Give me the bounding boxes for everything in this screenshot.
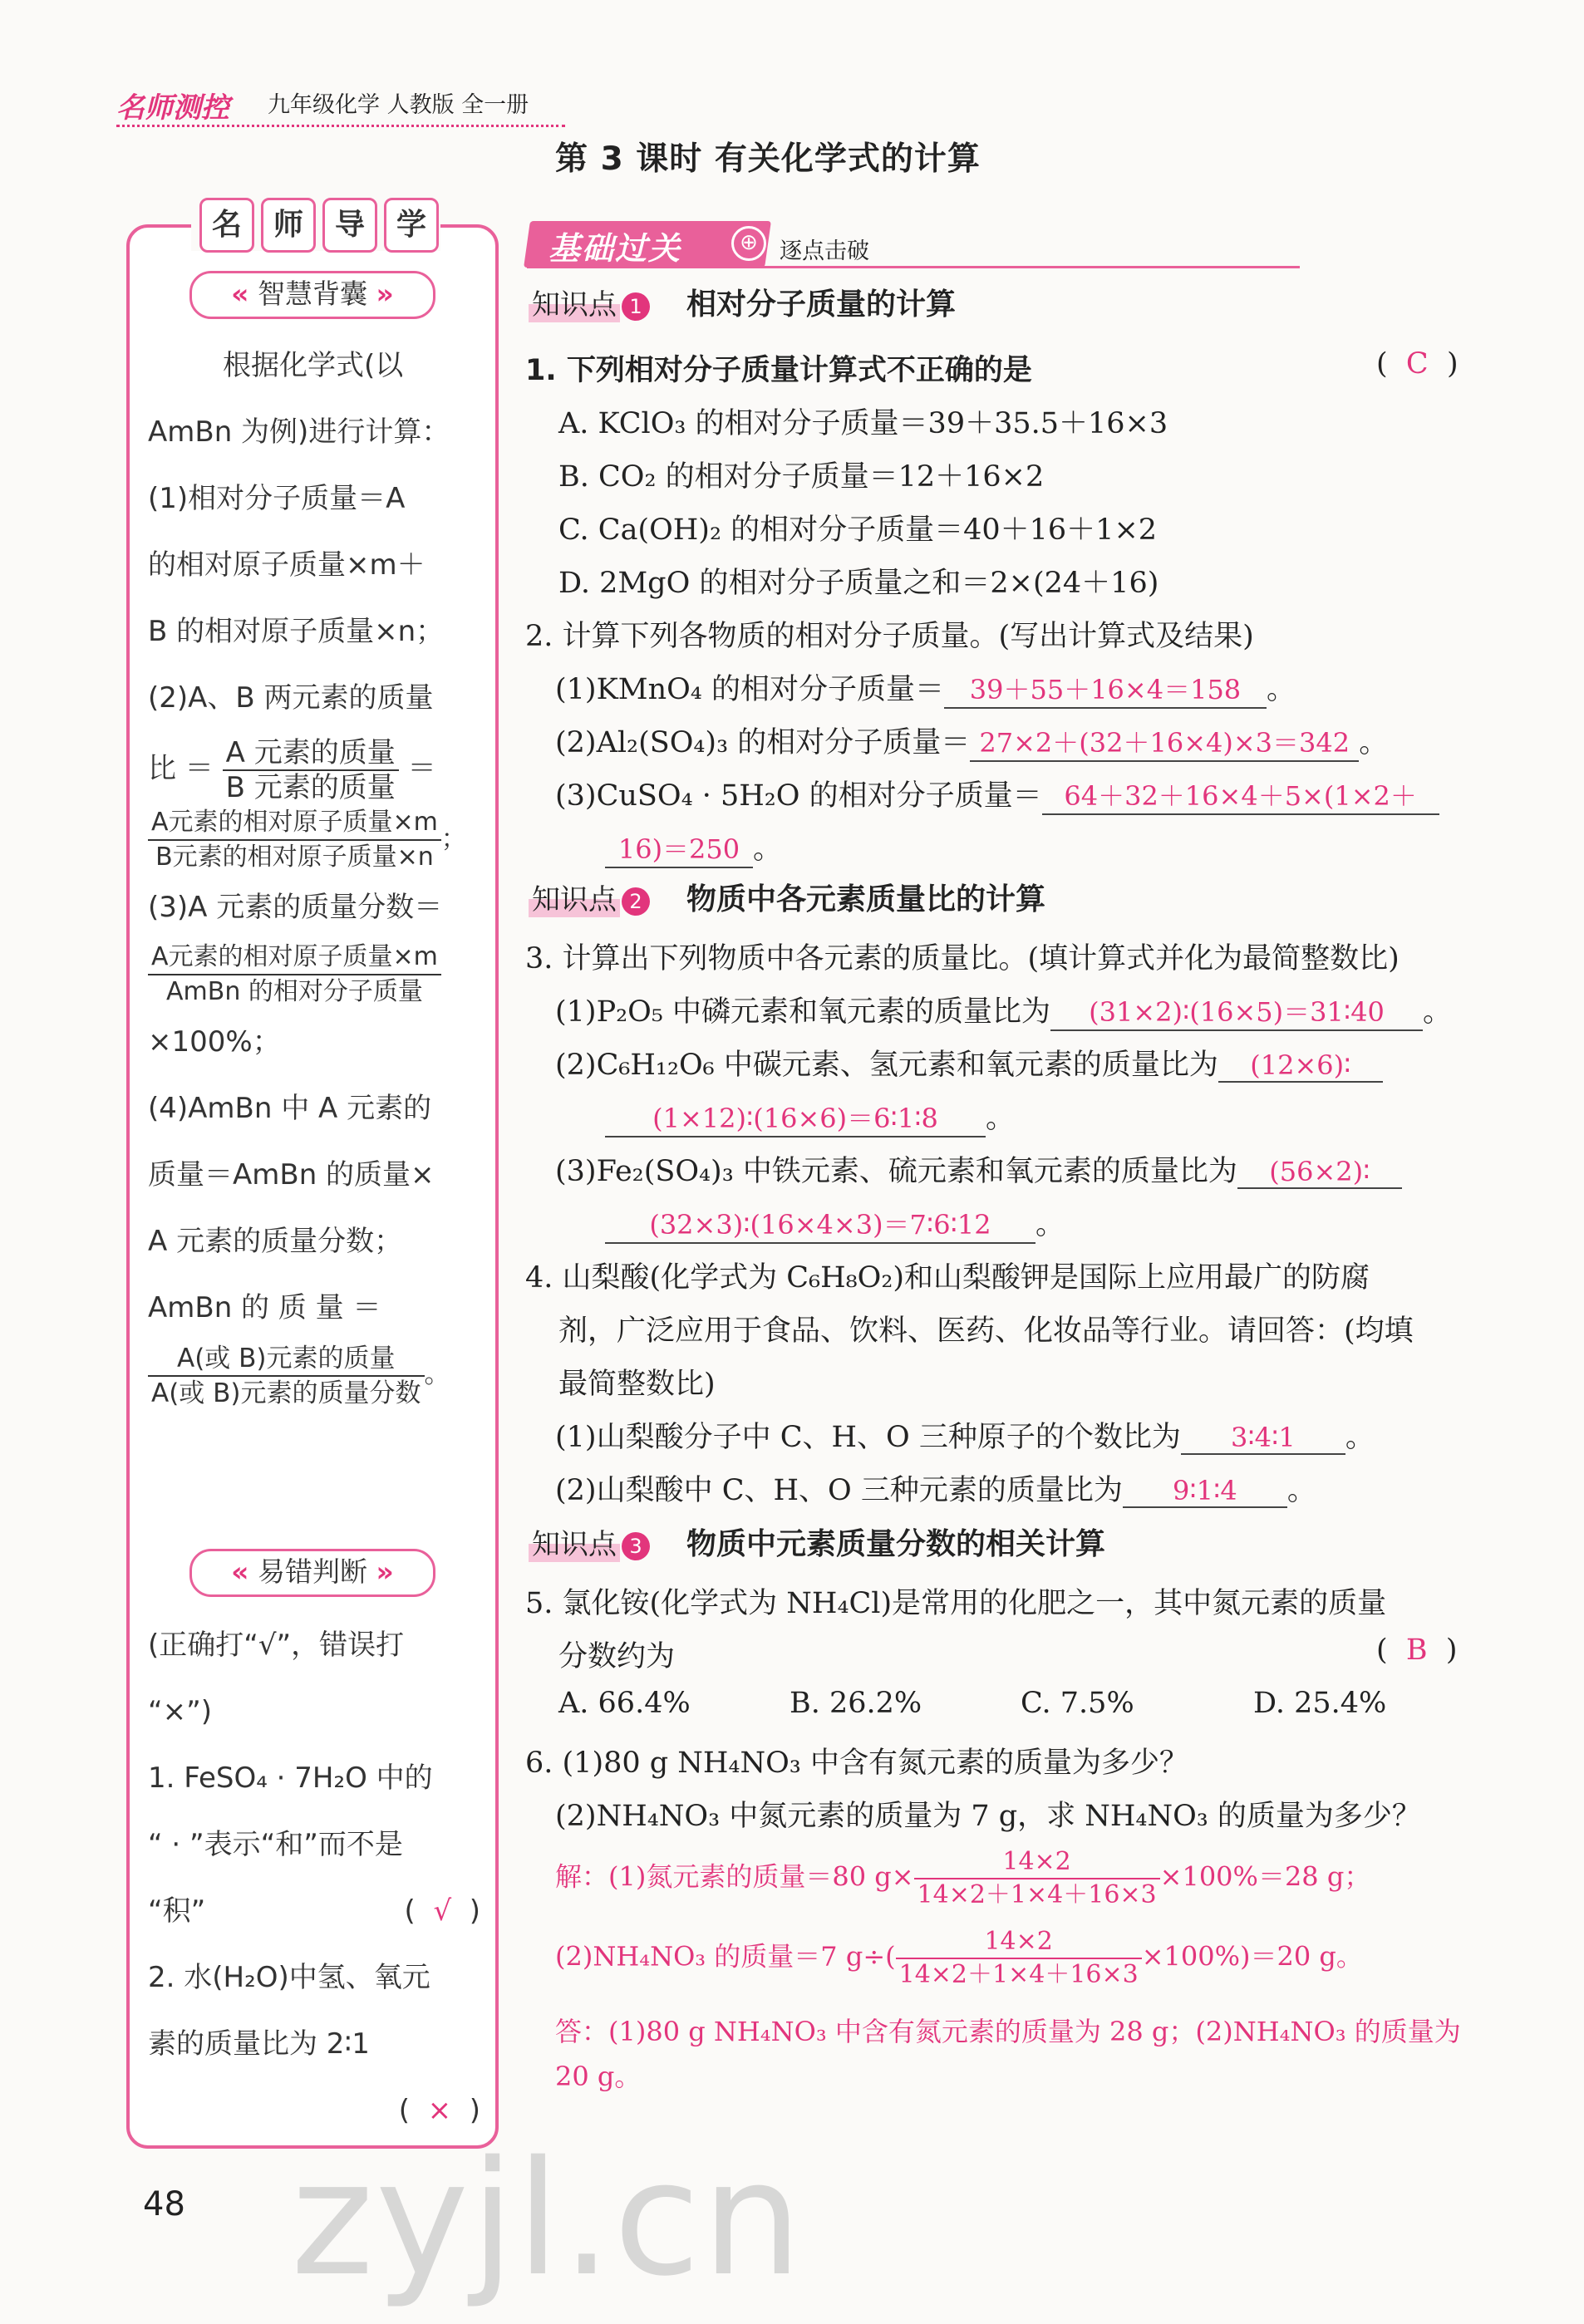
judge-line: 2. 水(H₂O)中氢、氧元 — [148, 1961, 430, 1994]
option-d: D. 25.4% — [1253, 1687, 1387, 1720]
section-heading-judge — [189, 1549, 435, 1597]
question-3-3 — [555, 1148, 1402, 1190]
tips-fraction-line — [148, 941, 480, 1009]
question-3-2-cont: (1×12)∶(16×6)＝6∶1∶8 。 — [605, 1095, 1015, 1137]
option-d: D. 2MgO 的相对分子质量之和＝2×(24＋16) — [558, 567, 1159, 600]
solution-answer: 答：(1)80 g NH₄NO₃ 中含有氮元素的质量为 28 g；(2)NH₄NO₃ 的质量为 — [555, 2016, 1461, 2047]
sidebar-tips-text — [148, 332, 480, 1410]
judge-line: 素的质量比为 2∶1 — [148, 2027, 370, 2061]
question-5-line: 分数约为 — [558, 1640, 676, 1673]
section-heading-tips — [189, 271, 435, 319]
solution-line-1 — [555, 1846, 1370, 1911]
denominator: A(或 B)元素的质量分数 — [151, 1378, 421, 1408]
answer-choice: C — [1405, 347, 1429, 381]
option-c: C. 7.5% — [1021, 1687, 1134, 1720]
answer-blank: 39＋55＋16×4＝158 — [944, 669, 1267, 709]
title-char: 导 — [322, 198, 377, 253]
numerator: A元素的相对原子质量×m — [148, 806, 441, 841]
solution-answer-cont: 20 g。 — [555, 2061, 642, 2092]
sidebar-judge-text — [148, 1612, 480, 2144]
answer-choice: B — [1405, 1634, 1428, 1667]
question-6: 6. (1)80 g NH₄NO₃ 中含有氮元素的质量为多少？ — [525, 1747, 1188, 1780]
title-char: 名 — [199, 198, 254, 253]
lesson-title: 第 3 课时 有关化学式的计算 — [555, 140, 981, 178]
numerator: 14×2 — [914, 1846, 1160, 1879]
question-4-1: (1)山梨酸分子中 C、H、O 三种原子的个数比为 3∶4∶1 。 — [555, 1421, 1375, 1454]
option-b: B. CO₂ 的相对分子质量＝12＋16×2 — [558, 460, 1045, 494]
solution-text: ×100%)＝20 g。 — [1141, 1940, 1363, 1973]
book-title: 九年级化学 人教版 全一册 — [268, 92, 529, 118]
target-icon: ⊕ — [731, 226, 766, 261]
tips-line: ×100%； — [148, 1025, 281, 1059]
kp-label: 知识点 — [529, 282, 620, 322]
option-c: C. Ca(OH)₂ 的相对分子质量＝40＋16＋1×2 — [558, 513, 1158, 547]
fraction-atomic-mass — [148, 806, 441, 874]
banner-subtitle: 逐点击破 — [780, 238, 869, 264]
banner-underline — [527, 266, 1300, 268]
numerator: A(或 B)元素的质量 — [148, 1342, 425, 1377]
question-3-3-cont: (32×3)∶(16×4×3)＝7∶6∶12 。 — [605, 1201, 1065, 1244]
question-4: 4. 山梨酸(化学式为 C₆H₈O₂)和山梨酸钾是国际上应用最广的防腐 — [525, 1261, 1370, 1295]
denominator: B 元素的质量 — [225, 770, 396, 804]
kp-title: 物质中各元素质量比的计算 — [686, 882, 1046, 916]
watermark: zyjl.cn — [291, 2127, 804, 2311]
double-chevron-right-icon: » — [376, 278, 394, 310]
option-b: B. 26.2% — [790, 1687, 922, 1720]
question-2-1: (1)KMnO₄ 的相对分子质量＝ 39＋55＋16×4＝158 。 — [555, 666, 1296, 709]
tips-line: B 的相对原子质量×n； — [148, 615, 445, 648]
answer-blank: (32×3)∶(16×4×3)＝7∶6∶12 — [605, 1204, 1036, 1244]
question-3: 3. 计算出下列物质中各元素的质量比。(填计算式并化为最简整数比) — [525, 942, 1400, 975]
judge-answer: ( √ ) — [404, 1894, 480, 1928]
question-4-2: (2)山梨酸中 C、H、O 三种元素的质量比为 9∶1∶4 。 — [555, 1474, 1316, 1507]
question-5: 5. 氯化铵(化学式为 NH₄Cl)是常用的化肥之一，其中氮元素的质量 — [525, 1587, 1387, 1620]
kp-label: 知识点 — [529, 1521, 620, 1562]
answer-blank: 16)＝250 — [605, 828, 753, 868]
judge-line: “ · ”表示“和”而不是 — [148, 1828, 403, 1861]
question-text: (1)P₂O₅ 中磷元素和氧元素的质量比为 — [555, 995, 1051, 1029]
tips-line: AmBn 的 质 量 ＝ — [148, 1291, 381, 1324]
tips-text: ； — [440, 824, 466, 854]
denominator: AmBn 的相对分子质量 — [166, 977, 423, 1006]
tips-line: 根据化学式(以 — [223, 349, 404, 382]
knowledge-point-3 — [529, 1521, 1105, 1563]
tips-line: (2)A、B 两元素的质量 — [148, 681, 434, 715]
title-char: 学 — [384, 198, 439, 253]
fraction-total-mass — [148, 1342, 425, 1410]
question-text: (2)Al₂(SO₄)₃ 的相对分子质量＝ — [555, 726, 971, 759]
judge-line: 1. FeSO₄ · 7H₂O 中的 — [148, 1761, 433, 1795]
check-mark: √ — [433, 1894, 452, 1928]
answer-blank: (12×6)∶ — [1218, 1049, 1383, 1083]
numerator: A 元素的质量 — [223, 736, 399, 771]
brand-logo: 名师测控 — [116, 91, 229, 125]
tips-line: AmBn 为例)进行计算： — [148, 415, 450, 449]
kp-number: 2 — [622, 887, 650, 916]
sidebar-title — [199, 198, 439, 253]
header-divider — [116, 125, 565, 127]
tips-line: 质量＝AmBn 的质量× — [148, 1158, 435, 1191]
judge-text: “积” — [148, 1894, 206, 1928]
answer-blank: (56×2)∶ — [1237, 1156, 1402, 1189]
tips-text: 。 — [424, 1359, 450, 1389]
fraction-mass-ratio — [223, 736, 399, 804]
question-1 — [525, 347, 1032, 389]
title-char: 师 — [261, 198, 316, 253]
denominator: 14×2＋1×4＋16×3 — [898, 1960, 1139, 1989]
question-text: (3)CuSO₄ · 5H₂O 的相对分子质量＝ — [555, 779, 1042, 813]
tips-line: (3)A 元素的质量分数＝ — [148, 891, 443, 924]
question-text: (2)山梨酸中 C、H、O 三种元素的质量比为 — [555, 1474, 1123, 1507]
denominator: B元素的相对原子质量×n — [155, 843, 434, 872]
question-2-3-cont: 16)＝250 。 — [605, 826, 782, 868]
question-2-3 — [555, 773, 1439, 815]
judge-answer: ( × ) — [398, 2094, 480, 2127]
answer-blank: (31×2)∶(16×5)＝31∶40 — [1050, 991, 1423, 1031]
question-text: (2)C₆H₁₂O₆ 中碳元素、氢元素和氧元素的质量比为 — [555, 1049, 1218, 1082]
tips-line: A 元素的质量分数； — [148, 1225, 403, 1258]
double-chevron-left-icon: « — [231, 278, 249, 310]
answer-blank: (1×12)∶(16×6)＝6∶1∶8 — [605, 1098, 986, 1137]
tips-line: 的相对原子质量×m＋ — [148, 548, 426, 582]
question-6-line: (2)NH₄NO₃ 中氮元素的质量为 7 g，求 NH₄NO₃ 的质量为多少？ — [555, 1800, 1421, 1833]
solution-text: 解：(1)氮元素的质量＝80 g× — [555, 1860, 914, 1893]
numerator: 14×2 — [896, 1926, 1142, 1959]
question-text: (3)Fe₂(SO₄)₃ 中铁元素、硫元素和氧元素的质量比为 — [555, 1155, 1237, 1188]
denominator: 14×2＋1×4＋16×3 — [917, 1880, 1157, 1909]
solution-text: ×100%＝28 g； — [1159, 1860, 1371, 1893]
answer-blank: 3∶4∶1 — [1181, 1422, 1345, 1455]
answer-blank: 9∶1∶4 — [1123, 1475, 1287, 1508]
kp-number: 3 — [622, 1532, 650, 1560]
solution-fraction — [914, 1846, 1160, 1911]
kp-label: 知识点 — [529, 877, 620, 917]
question-4-line: 剂，广泛应用于食品、饮料、医药、化妆品等行业。请回答：(均填 — [558, 1314, 1414, 1348]
question-text: 1. 下列相对分子质量计算式不正确的是 — [525, 354, 1032, 387]
solution-fraction — [896, 1926, 1142, 1991]
question-text: (1)山梨酸分子中 C、H、O 三种原子的个数比为 — [555, 1421, 1181, 1454]
tips-text: 比 ＝ — [148, 752, 214, 785]
solution-text: (2)NH₄NO₃ 的质量＝7 g÷( — [555, 1940, 896, 1973]
tips-line: (4)AmBn 中 A 元素的 — [148, 1092, 432, 1125]
cross-mark: × — [427, 2094, 452, 2127]
kp-number: 1 — [622, 292, 650, 321]
answer-blank: 27×2＋(32＋16×4)×3＝342 — [970, 722, 1359, 762]
solution-line-2 — [555, 1926, 1363, 1991]
numerator: A元素的相对原子质量×m — [148, 941, 441, 975]
tips-fraction-line — [148, 806, 480, 874]
double-chevron-left-icon: « — [231, 1555, 249, 1588]
kp-title: 物质中元素质量分数的相关计算 — [686, 1527, 1106, 1561]
question-4-line: 最简整数比) — [558, 1368, 716, 1401]
knowledge-point-1 — [529, 281, 956, 323]
page-number: 48 — [143, 2185, 185, 2223]
judge-line — [148, 1878, 480, 1944]
tips-fraction-line — [148, 1341, 480, 1410]
question-5-answer: ( B ) — [1376, 1634, 1458, 1667]
question-3-2 — [555, 1042, 1383, 1083]
question-2-2: (2)Al₂(SO₄)₃ 的相对分子质量＝ 27×2＋(32＋16×4)×3＝342 。 — [555, 720, 1388, 762]
tips-line: (1)相对分子质量＝A — [148, 482, 406, 515]
question-1-answer: ( C ) — [1376, 347, 1459, 381]
knowledge-point-2 — [529, 876, 1045, 918]
tips-text: ＝ — [407, 752, 436, 785]
option-a: A. 66.4% — [558, 1687, 691, 1720]
double-chevron-right-icon: » — [376, 1555, 394, 1588]
question-text: (1)KMnO₄ 的相对分子质量＝ — [555, 673, 944, 706]
fraction-mass-fraction — [148, 941, 441, 1009]
question-3-1: (1)P₂O₅ 中磷元素和氧元素的质量比为 (31×2)∶(16×5)＝31∶40 。 — [555, 989, 1452, 1031]
answer-blank: 64＋32＋16×4＋5×(1×2＋ — [1042, 775, 1439, 815]
option-a: A. KClO₃ 的相对分子质量＝39＋35.5＋16×3 — [558, 407, 1168, 440]
judge-line: “×”) — [148, 1695, 212, 1728]
tips-fraction-line — [148, 731, 480, 806]
kp-title: 相对分子质量的计算 — [686, 287, 957, 322]
question-2: 2. 计算下列各物质的相对分子质量。(写出计算式及结果) — [525, 620, 1254, 653]
banner-title: 基础过关 — [548, 230, 682, 267]
judge-line: (正确打“√”，错误打 — [148, 1629, 405, 1662]
section-label: 易错判断 — [258, 1555, 367, 1588]
section-label: 智慧背囊 — [258, 278, 367, 310]
